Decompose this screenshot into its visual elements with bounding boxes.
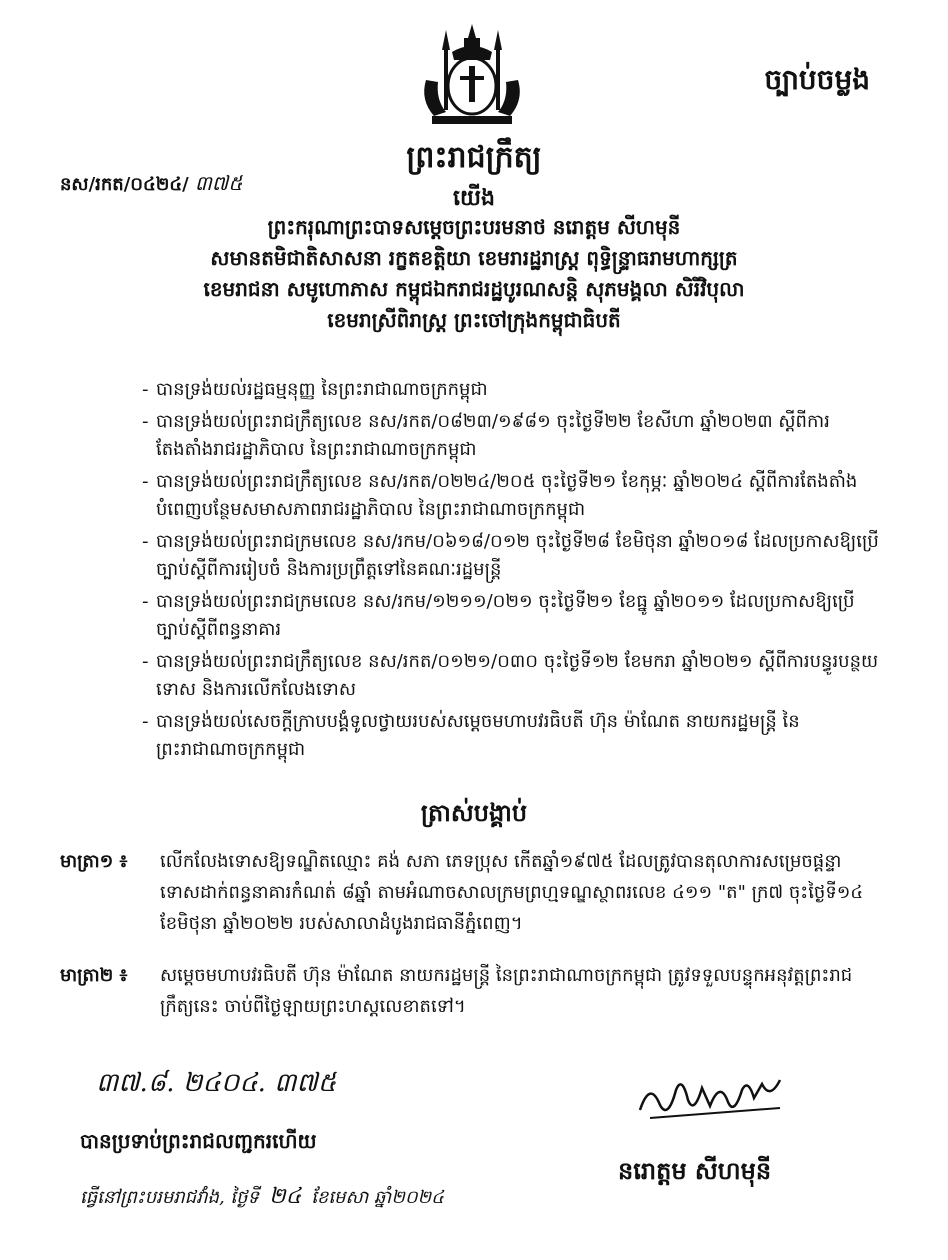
place-and-date [80,1182,444,1214]
royal-coat-of-arms-emblem [412,20,532,130]
decree-heading: ត្រាស់បង្គាប់ [420,799,528,827]
article-text: សម្តេចមហាបវរធិបតី ហ៊ុន ម៉ាណែត នាយករដ្ឋមន្ត្រី នៃព្រះរាជាណាចក្រកម្ពុជា ត្រូវទទួលបន្ទុកអនុវត្តព្រះរាជក្រឹត្យនេះ ចាប់ពីថ្ងៃឡាយព្រះហស្តលេខាតទៅ។ [160,965,853,1017]
consideration-item: - បានទ្រង់យល់រដ្ឋធម្មនុញ្ញ នៃព្រះរាជាណាចក្រកម្ពុជា [142,376,882,404]
place-date-suffix: ខែមេសា ឆ្នាំ២០២៤ [311,1187,444,1208]
reference-number-handwritten: ៣៧៥ [194,171,243,195]
king-title-line: ព្រះករុណាព្រះបាទសម្តេចព្រះបរមនាថ នរោត្តម សីហមុនី [267,215,681,239]
article-2 [60,960,880,1022]
king-title-line: ខេមរាស្រីពិរាស្ត្រ ព្រះចៅក្រុងកម្ពុជាធិបតី [327,308,621,332]
king-title-line: សមានតមិជាតិសាសនា រក្ខតខត្តិយា ខេមរារដ្ឋរាស្ត្រ ពុទ្ធិន្ទ្រាធរាមហាក្សត្រ [210,246,738,270]
consideration-item: - បានទ្រង់យល់សេចក្តីក្រាបបង្គំទូលថ្វាយរបស់សម្តេចមហាបវរធិបតី ហ៊ុន ម៉ាណែត នាយករដ្ឋមន្ត្រី នៃព្រះរាជាណាចក្រកម្ពុជា [142,708,882,764]
article-label: មាត្រា២ ៖ [60,965,128,986]
seal-affixed-note: បានប្រទាប់ព្រះរាជលញ្ជករហើយ [80,1129,317,1153]
reference-number-printed: នស/រកត/០៤២៤/ [60,174,189,195]
we-heading: យើង [453,186,495,211]
royal-signature [630,1060,800,1130]
king-title-block [0,212,948,336]
consideration-item: - បានទ្រង់យល់ព្រះរាជក្រមលេខ នស/រកម/០៦១៨/០១២ ចុះថ្ងៃទី២៨ ខែមិថុនា ឆ្នាំ២០១៨ ដែលប្រកាសឱ្យប្រើច្បាប់ស្តីពីការរៀបចំ និងការប្រព្រឹត្តទៅនៃគណៈរដ្ឋមន្ត្រី [142,528,882,584]
article-text: លើកលែងទោសឱ្យទណ្ឌិតឈ្មោះ គង់ សភា ភេទប្រុស កើតឆ្នាំ១៩៧៥ ដែលត្រូវបានតុលាការសម្រេចផ្តន្ទាទោសដាក់ពន្ធនាគារកំណត់ ៨ឆ្នាំ តាមអំណាចសាលក្រមព្រហ្មទណ្ឌស្ថាពរលេខ ៤១១ "ត" ក្រ៧ ចុះថ្ងៃទី១៤ ខែមិថុនា ឆ្នាំ២០២២ របស់សាលាដំបូងរាជធានីភ្នំពេញ។ [160,851,864,934]
signer-name: នរោត្តម សីហមុនី [618,1157,772,1185]
handwritten-registration-ref: ៣៧.៨. ២៤០៤. ៣៧៥ [96,1068,337,1098]
king-title-line: ខេមរាជនា សមូហោភាស កម្ពុជឯករាជរដ្ឋបូរណសន្តិ សុភមង្គលា សិរីវិបុលា [203,277,745,301]
article-label: មាត្រា១ ៖ [60,851,128,872]
consideration-item: - បានទ្រង់យល់ព្រះរាជក្រឹត្យលេខ នស/រកត/០១២១/០៣០ ចុះថ្ងៃទី១២ ខែមករា ឆ្នាំ២០២១ ស្តីពីការបន្ធូរបន្ថយទោស និងការលើកលែងទោស [142,648,882,704]
consideration-item: - បានទ្រង់យល់ព្រះរាជក្រឹត្យលេខ នស/រកត/០៨២៣/១៩៨១ ចុះថ្ងៃទី២២ ខែសីហា ឆ្នាំ២០២៣ ស្តីពីការតែងតាំងរាជរដ្ឋាភិបាល នៃព្រះរាជាណាចក្រកម្ពុជា [142,408,882,464]
considerations-list [142,376,882,768]
consideration-item: - បានទ្រង់យល់ព្រះរាជក្រឹត្យលេខ នស/រកត/០២២៤/២០៥ ចុះថ្ងៃទី២១ ខែកុម្ភៈ ឆ្នាំ២០២៤ ស្តីពីការតែងតាំងបំពេញបន្ថែមសមាសភាពរាជរដ្ឋាភិបាល នៃព្រះរាជាណាចក្រកម្ពុជា [142,468,882,524]
certified-copy-label: ច្បាប់ចម្លង [764,63,870,96]
consideration-item: - បានទ្រង់យល់ព្រះរាជក្រមលេខ នស/រកម/១២១១/០២១ ចុះថ្ងៃទី២១ ខែធ្នូ ឆ្នាំ២០១១ ដែលប្រកាសឱ្យប្រើច្បាប់ស្តីពីពន្ធនាគារ [142,588,882,644]
place-date-day: ២៤ [268,1184,302,1209]
article-1 [60,846,880,939]
place-date-prefix: ធ្វើនៅព្រះបរមរាជវាំង, ថ្ងៃទី [80,1187,259,1208]
document-title: ព្រះរាជក្រឹត្យ [406,140,542,175]
